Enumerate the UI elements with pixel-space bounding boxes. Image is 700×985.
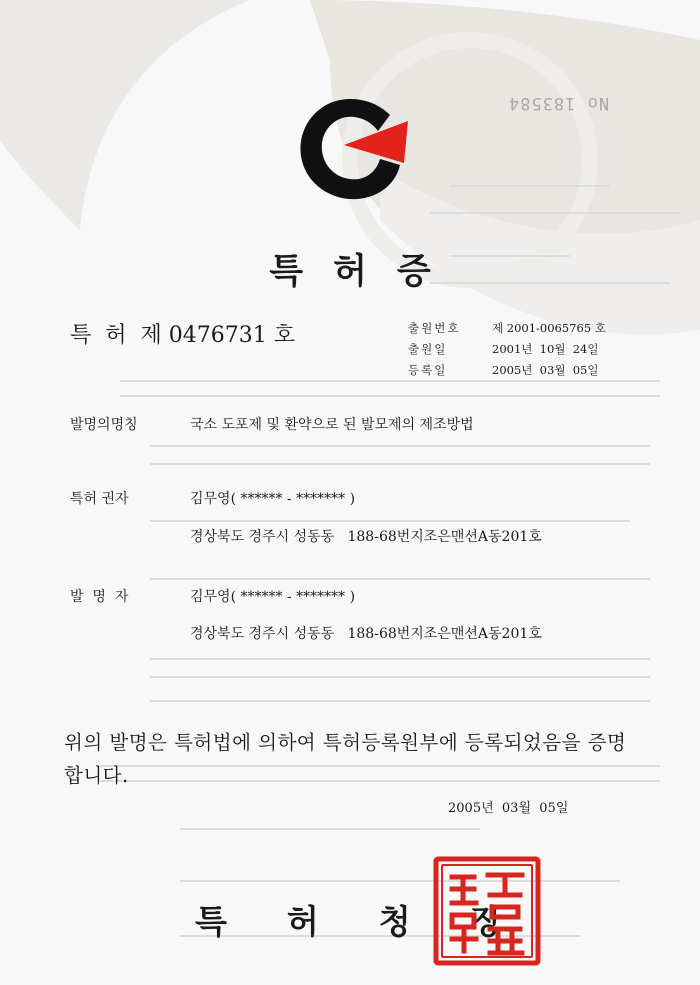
application-number-row: [408, 318, 606, 339]
invention-title-label: 발명의명칭: [70, 417, 138, 433]
patentee-label: 특허 권자: [70, 491, 129, 507]
invention-title-value: 국소 도포제 및 환약으로 된 발모제의 제조방법: [190, 417, 474, 433]
registration-date-value: 2005년 03월 05일: [492, 363, 599, 377]
issuer-name: 특허청장: [195, 902, 563, 941]
application-info: [408, 318, 606, 381]
inventor-label: 발 명 자: [70, 589, 129, 605]
application-date-row: [408, 339, 606, 360]
kipo-emblem-icon: [292, 93, 420, 205]
inventor-address: 경상북도 경주시 성동동 188-68번지조은맨션A동201호: [190, 626, 542, 642]
registration-date-row: [408, 360, 606, 381]
registration-value: 0476731: [168, 323, 267, 348]
registration-suffix: 호: [273, 323, 295, 348]
patentee-name: 김무영( ****** - ******* ): [190, 491, 356, 507]
application-number-label: 출원번호: [408, 321, 461, 335]
patentee-address: 경상북도 경주시 성동동 188-68번지조은맨션A동201호: [190, 529, 542, 545]
issue-date: 2005년 03월 05일: [448, 801, 569, 816]
application-number-value: 제 2001-0065765 호: [492, 321, 606, 335]
application-date-label: 출원일: [408, 342, 448, 356]
registration-prefix: 특 허 제: [70, 323, 162, 348]
registration-number: [70, 318, 295, 349]
watermark-arc-left: [0, 0, 250, 230]
official-seal-icon: [432, 855, 542, 967]
certification-statement: 위의 발명은 특허법에 의하여 특허등록원부에 등록되었음을 증명합니다.: [64, 731, 627, 787]
serial-number: No 183584: [508, 93, 610, 113]
inventor-name: 김무영( ****** - ******* ): [190, 589, 356, 605]
registration-date-label: 등록일: [408, 363, 448, 377]
application-date-value: 2001년 10월 24일: [492, 342, 599, 356]
document-title: 특허증: [269, 252, 461, 292]
